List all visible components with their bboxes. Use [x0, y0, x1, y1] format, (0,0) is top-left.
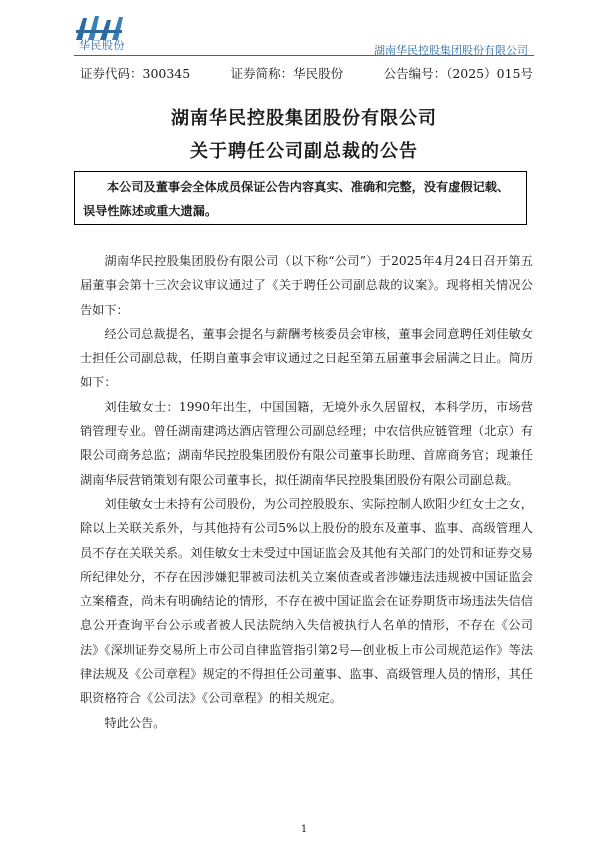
- header-company-name: 湖南华民控股集团股份有限公司: [374, 44, 528, 57]
- paragraph-closing: 特此公告。: [104, 715, 166, 730]
- paragraph-intro: 湖南华民控股集团股份有限公司（以下称“公司”）于2025年4月24日召开第五届董事会第十三次会议审议通过了《关于聘任公司副总裁的议案》。现将相关情况公告如下：: [80, 254, 533, 317]
- logo-text: 华民股份: [79, 39, 125, 52]
- document-title-company: 湖南华民控股集团股份有限公司: [171, 108, 437, 129]
- stock-name: 证券简称：华民股份: [230, 66, 344, 81]
- page-number: 1: [300, 824, 308, 835]
- announcement-body: [80, 249, 533, 735]
- paragraph-resume: 刘佳敏女士：1990年出生，中国国籍，无境外永久居留权，本科学历，市场营销管理专业。曾任湖南建鸿达酒店管理公司副总经理；中农信供应链管理（北京）有限公司商务总监；湖南华民控股集团股份有限公司董事长助理、首席商务官；现兼任湖南华辰营销策划有限公司董事长，拟任湖南华民控股集团股份有限公司副总裁。: [80, 399, 533, 487]
- security-info-line: [80, 64, 533, 82]
- header-divider: [74, 55, 534, 56]
- stock-code: 证券代码：300345: [80, 66, 191, 81]
- paragraph-qualification: 刘佳敏女士未持有公司股份，为公司控股股东、实际控制人欧阳少红女士之女，除以上关联关系外，与其他持有公司5%以上股份的股东及董事、监事、高级管理人员不存在关联关系。刘佳敏女士未受过中国证监会及其他有关部门的处罚和证券交易所纪律处分，不存在因涉嫌犯罪被司法机关立案侦查或者涉嫌违法违规被中国证监会立案稽查，尚未有明确结论的情形，不存在被中国证监会在证券期货市场违法失信信息公开查询平台公示或者被人民法院纳入失信被执行人名单的情形，不存在《公司法》《深圳证券交易所上市公司自律监管指引第2号—创业板上市公司规范运作》等法律法规及《公司章程》规定的不得担任公司董事、监事、高级管理人员的情形，其任职资格符合《公司法》《公司章程》的相关规定。: [80, 496, 533, 706]
- document-title-subject: 关于聘任公司副总裁的公告: [190, 141, 418, 162]
- paragraph-appointment: 经公司总裁提名，董事会提名与薪酬考核委员会审核，董事会同意聘任刘佳敏女士担任公司副总裁，任期自董事会审议通过之日起至第五届董事会届满之日止。简历如下：: [80, 326, 533, 390]
- disclaimer-box: 本公司及董事会全体成员保证公告内容真实、准确和完整，没有虚假记载、误导性陈述或重大遗漏。: [74, 171, 527, 225]
- announcement-number: 公告编号：（2025）015号: [383, 66, 533, 81]
